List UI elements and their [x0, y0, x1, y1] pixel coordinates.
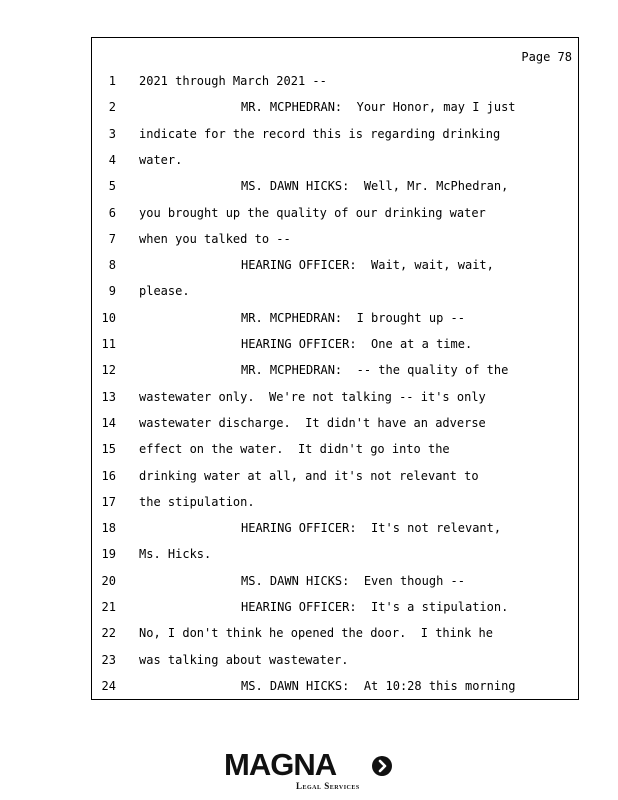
line-text: Ms. Hicks. — [139, 547, 212, 562]
transcript-line — [92, 597, 578, 617]
line-text: MS. DAWN HICKS: Even though -- — [241, 573, 465, 588]
line-number: 20 — [101, 573, 116, 588]
line-text: the stipulation. — [139, 494, 255, 509]
line-number: 18 — [101, 521, 116, 536]
transcript-line — [92, 124, 578, 144]
line-text: MS. DAWN HICKS: Well, Mr. McPhedran, — [241, 179, 509, 194]
transcript-line — [92, 281, 578, 301]
transcript-line — [92, 255, 578, 275]
line-text: No, I don't think he opened the door. I think he — [139, 626, 494, 641]
line-number: 10 — [101, 310, 116, 325]
line-text: MR. MCPHEDRAN: Your Honor, may I just — [241, 100, 516, 115]
transcript-line — [92, 203, 578, 223]
line-text: HEARING OFFICER: Wait, wait, wait, — [241, 258, 494, 273]
line-text: HEARING OFFICER: It's not relevant, — [241, 521, 502, 536]
transcript-line — [92, 360, 578, 380]
line-text: HEARING OFFICER: It's a stipulation. — [241, 600, 509, 614]
logo-arrow-icon — [372, 756, 392, 776]
line-text: wastewater discharge. It didn't have an adverse — [139, 415, 486, 430]
line-number: 9 — [108, 284, 116, 299]
transcript-line — [92, 492, 578, 512]
line-text: was talking about wastewater. — [139, 652, 349, 667]
transcript-line — [92, 623, 578, 643]
transcript-line — [92, 650, 578, 670]
transcript-line — [92, 439, 578, 459]
transcript-line — [92, 676, 578, 696]
transcript-line — [92, 387, 578, 407]
line-number: 19 — [101, 547, 116, 562]
line-number: 7 — [108, 231, 116, 246]
line-number: 5 — [108, 179, 116, 194]
line-number: 22 — [101, 626, 116, 641]
line-number: 3 — [108, 126, 116, 141]
line-number: 4 — [108, 152, 116, 167]
logo-wordmark: MAGNA — [224, 747, 337, 782]
transcript-page — [91, 37, 579, 700]
line-number: 23 — [101, 652, 116, 667]
transcript-line — [92, 97, 578, 117]
line-text: please. — [139, 284, 190, 299]
line-number: 8 — [108, 258, 116, 273]
line-number: 2 — [108, 100, 116, 115]
line-number: 14 — [101, 415, 116, 430]
line-text: effect on the water. It didn't go into the — [139, 442, 450, 457]
line-text: HEARING OFFICER: One at a time. — [241, 337, 473, 351]
line-text: wastewater only. We're not talking -- it's only — [139, 389, 486, 404]
line-number: 15 — [101, 442, 116, 457]
transcript-line — [92, 413, 578, 433]
line-text: drinking water at all, and it's not relevant to — [139, 468, 479, 483]
transcript-line — [92, 176, 578, 196]
line-number: 16 — [101, 468, 116, 483]
line-number: 6 — [108, 205, 116, 220]
transcript-line — [92, 150, 578, 170]
transcript-line — [92, 308, 578, 328]
transcript-line — [92, 518, 578, 538]
line-text: MR. MCPHEDRAN: I brought up -- — [241, 310, 465, 325]
transcript-line — [92, 571, 578, 591]
line-number: 12 — [101, 363, 116, 378]
line-number: 17 — [101, 494, 116, 509]
line-text: when you talked to -- — [139, 231, 291, 246]
line-number: 24 — [101, 678, 116, 693]
logo-subtitle: Legal Services — [296, 781, 360, 791]
line-number: 21 — [101, 600, 116, 614]
line-text: 2021 through March 2021 -- — [139, 74, 327, 88]
page-number: Page 78 — [521, 50, 572, 64]
line-number: 13 — [101, 389, 116, 404]
magna-logo — [222, 748, 402, 792]
line-text: MS. DAWN HICKS: At 10:28 this morning — [241, 678, 516, 693]
transcript-line — [92, 334, 578, 354]
line-text: MR. MCPHEDRAN: -- the quality of the — [241, 363, 509, 378]
line-number: 1 — [108, 74, 116, 88]
transcript-line — [92, 466, 578, 486]
line-text: water. — [139, 152, 183, 167]
transcript-line — [92, 71, 578, 91]
transcript-line — [92, 229, 578, 249]
line-number: 11 — [101, 337, 116, 351]
transcript-line — [92, 544, 578, 564]
line-text: you brought up the quality of our drinking water — [139, 205, 486, 220]
line-text: indicate for the record this is regarding drinking — [139, 126, 501, 141]
